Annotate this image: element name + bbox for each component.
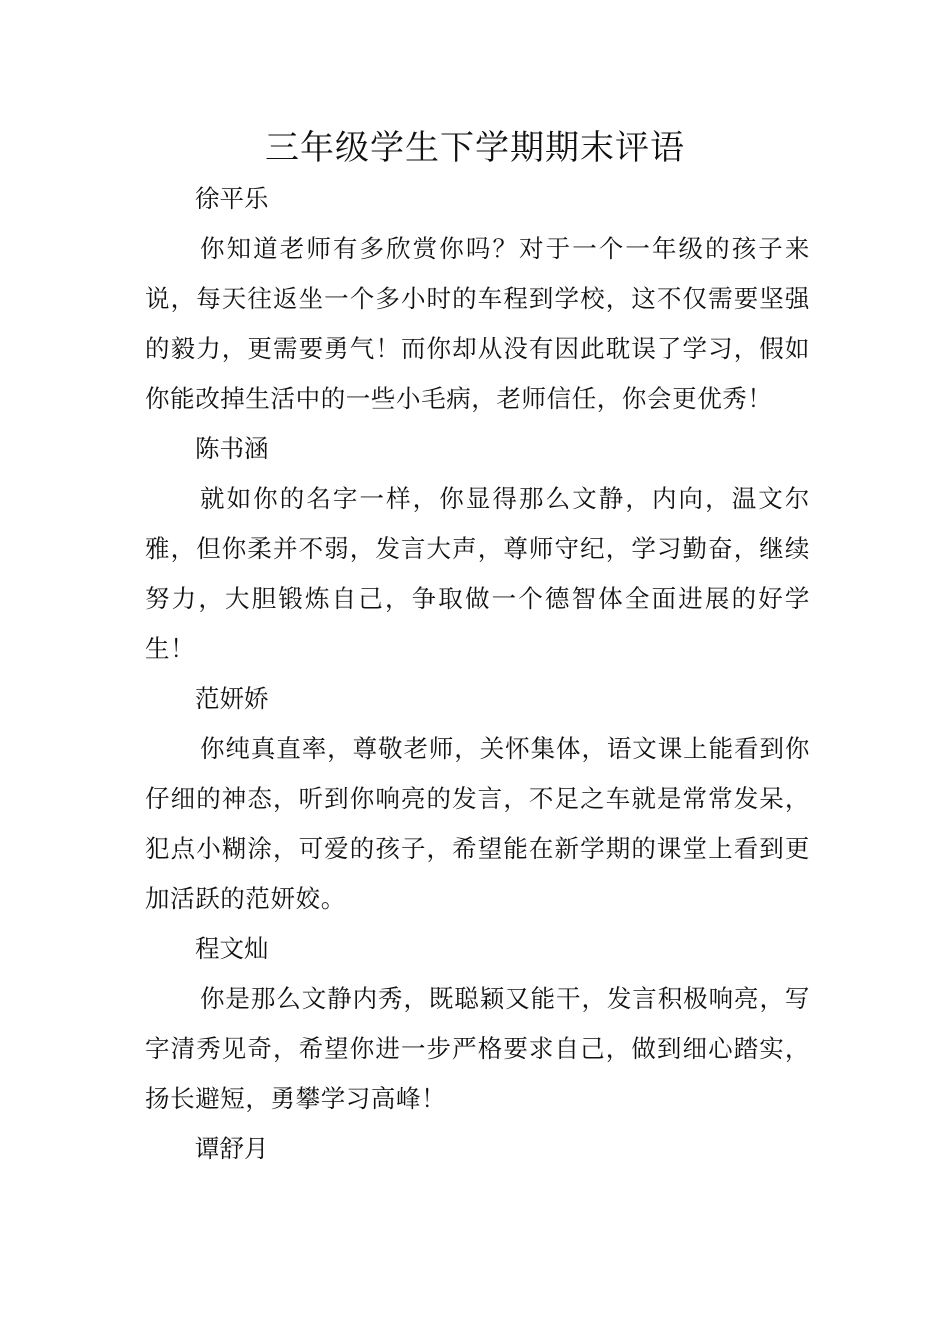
student-name: 谭舒月	[195, 1134, 269, 1163]
student-comment: 你是那么文静内秀，既聪颖又能干，发言积极响亮，写字清秀见奇，希望你进一步严格要求自己，做到细心踏实，扬长避短，勇攀学习高峰！	[145, 984, 810, 1113]
student-name: 范妍娇	[195, 684, 269, 713]
student-comment: 就如你的名字一样，你显得那么文静，内向，温文尔雅，但你柔并不弱，发言大声，尊师守纪，学习勤奋，继续努力，大胆锻炼自己，争取做一个德智体全面进展的好学生！	[145, 484, 810, 663]
document-body	[145, 174, 810, 1174]
student-comment: 你纯真直率，尊敬老师，关怀集体，语文课上能看到你仔细的神态，听到你响亮的发言，不足之车就是常常发呆，犯点小糊涂，可爱的孩子，希望能在新学期的课堂上看到更加活跃的范妍姣。	[145, 734, 810, 913]
student-comment: 你知道老师有多欣赏你吗？对于一个一年级的孩子来说，每天往返坐一个多小时的车程到学校，这不仅需要坚强的毅力，更需要勇气！而你却从没有因此耽误了学习，假如你能改掉生活中的一些小毛病，老师信任，你会更优秀！	[145, 234, 810, 413]
student-name: 陈书涵	[195, 434, 269, 463]
student-name: 徐平乐	[195, 184, 269, 213]
student-name: 程文灿	[195, 934, 269, 963]
document-title: 三年级学生下学期期末评语	[265, 128, 685, 168]
